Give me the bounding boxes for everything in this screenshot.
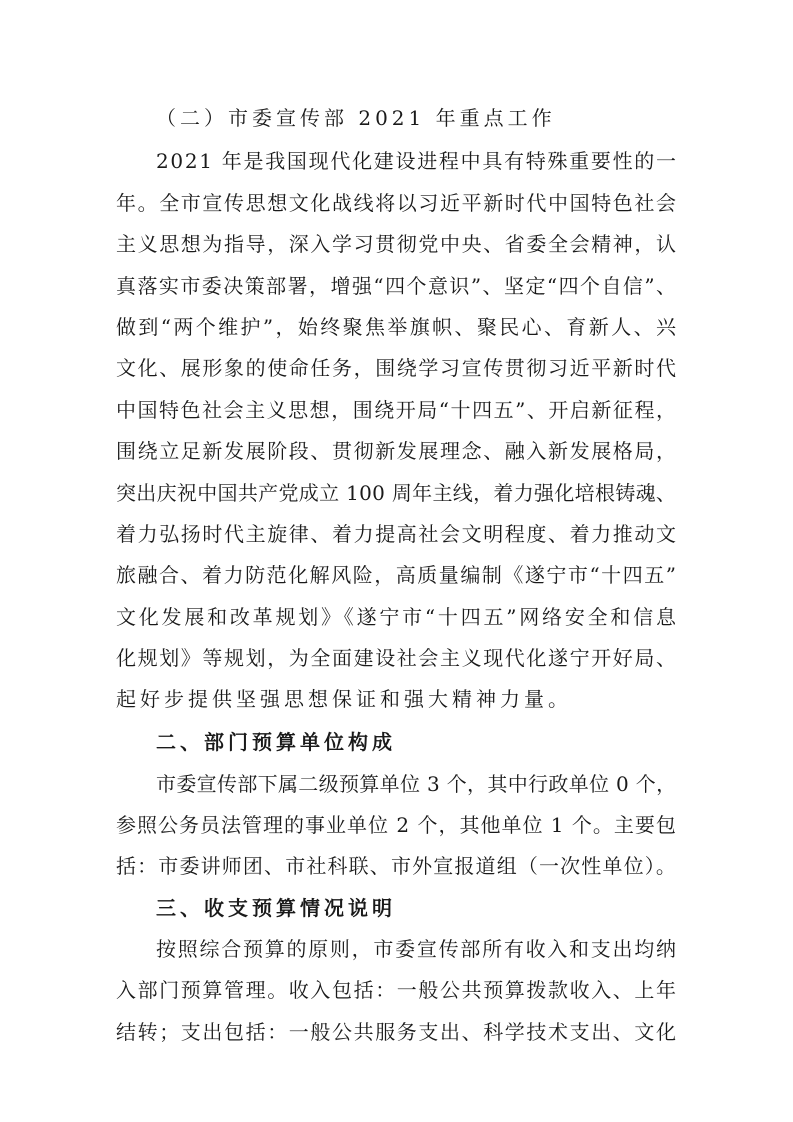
paragraph-line: 入部门预算管理。收入包括：一般公共预算拨款收入、上年	[116, 978, 678, 1002]
paragraph-line: 参照公务员法管理的事业单位 2 个，其他单位 1 个。主要包	[116, 813, 677, 837]
paragraph-line: 着力弘扬时代主旋律、着力提高社会文明程度、着力推动文	[116, 522, 678, 546]
paragraph-line: 旅融合、着力防范化解风险，高质量编制《遂宁市“十四五”	[116, 563, 678, 587]
paragraph-line: 年。全市宣传思想文化战线将以习近平新时代中国特色社会	[116, 191, 678, 215]
paragraph-line: 市委宣传部下属二级预算单位 3 个，其中行政单位 0 个，	[156, 772, 677, 796]
section-heading: 二、部门预算单位构成	[156, 730, 396, 754]
paragraph-line: 中国特色社会主义思想，围绕开局“十四五”、开启新征程，	[116, 398, 678, 422]
paragraph-line: 结转；支出包括：一般公共服务支出、科学技术支出、文化	[116, 1020, 678, 1044]
paragraph-line: 突出庆祝中国共产党成立 100 周年主线，着力强化培根铸魂、	[116, 481, 677, 505]
paragraph-line: 按照综合预算的原则，市委宣传部所有收入和支出均纳	[156, 937, 678, 961]
section-heading: 三、收支预算情况说明	[156, 896, 396, 920]
paragraph-line: 括：市委讲师团、市社科联、市外宣报道组（一次性单位）。	[116, 854, 678, 878]
paragraph-line: 文化发展和改革规划》《遂宁市“十四五”网络安全和信息	[116, 605, 679, 629]
paragraph-line: 起好步提供坚强思想保证和强大精神力量。	[116, 687, 572, 711]
paragraph-line: 围绕立足新发展阶段、贯彻新发展理念、融入新发展格局，	[116, 439, 678, 463]
paragraph-line: 主义思想为指导，深入学习贯彻党中央、省委全会精神，认	[116, 232, 678, 256]
paragraph-line: 2021 年是我国现代化建设进程中具有特殊重要性的一	[156, 149, 678, 173]
paragraph-line: 做到“两个维护”，始终聚焦举旗帜、聚民心、育新人、兴	[116, 315, 679, 339]
paragraph-line: 化规划》等规划，为全面建设社会主义现代化遂宁开好局、	[116, 646, 678, 670]
paragraph-line: 文化、展形象的使命任务，围绕学习宣传贯彻习近平新时代	[116, 356, 678, 380]
paragraph-line: 真落实市委决策部署，增强“四个意识”、坚定“四个自信”、	[116, 274, 678, 298]
section-2-heading: （二）市委宣传部 2021 年重点工作	[156, 106, 556, 130]
